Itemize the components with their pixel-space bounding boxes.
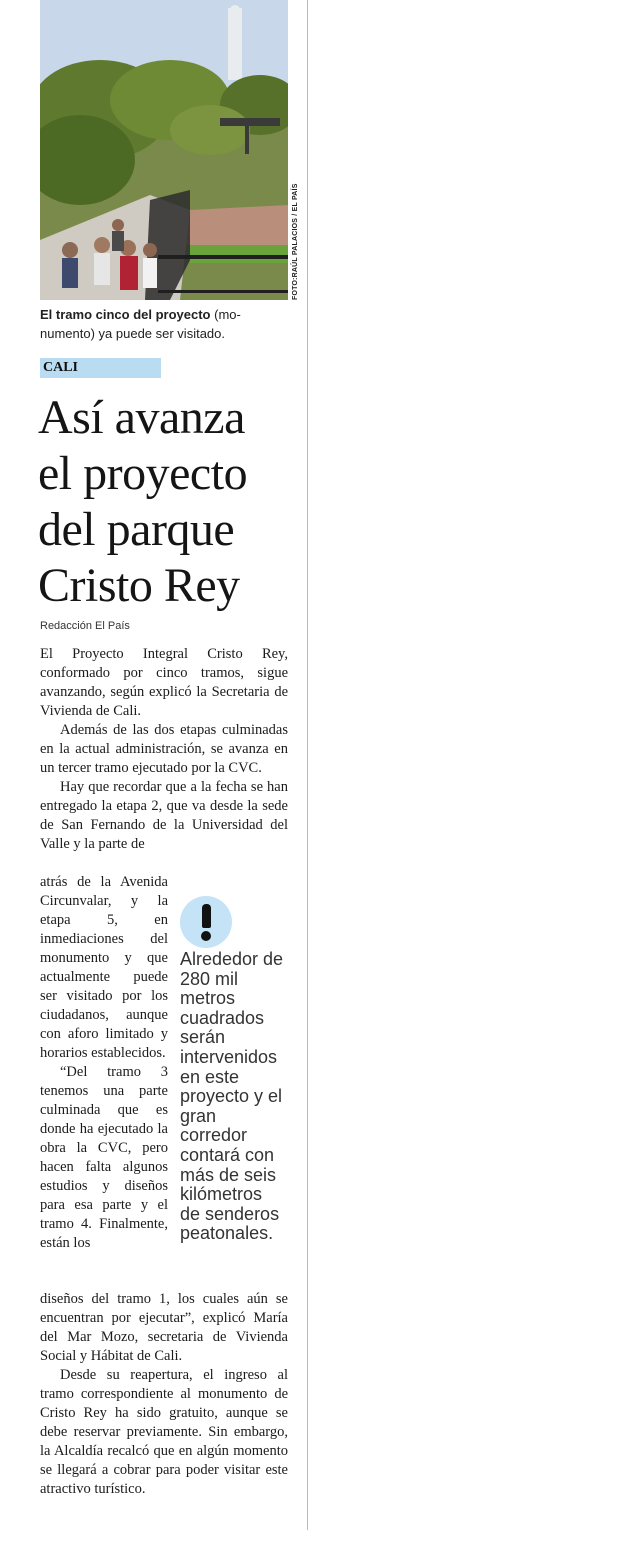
park-photo-illustration bbox=[40, 0, 288, 300]
article-photo bbox=[40, 0, 288, 300]
paragraph: diseños del tramo 1, los cuales aún se encuentran por ejecutar”, explicó María del Mar Mozo, secretaria de Vivienda Social y Hábitat de Cali. bbox=[40, 1291, 288, 1364]
article-body-bottom bbox=[40, 1290, 288, 1499]
paragraph: Además de las dos etapas culminadas en la actual administración, se avanza en un tercer tramo ejecutado por la CVC. bbox=[40, 722, 288, 776]
caption-rest: (mo- bbox=[210, 307, 241, 322]
headline-line: Cristo Rey bbox=[38, 559, 240, 612]
section-label: CALI bbox=[40, 358, 161, 378]
headline-line: el proyecto bbox=[38, 447, 248, 500]
paragraph: Desde su reapertura, el ingreso al tramo correspondiente al monumento de Cristo Rey ha sido gratuito, aunque se debe reservar previamente. Sin embargo, la Alcaldía recalcó que en algún momento se llegará a cobrar para poder visitar este atractivo turístico. bbox=[40, 1367, 288, 1497]
article-body-top bbox=[40, 645, 288, 854]
caption-bold: El tramo cinco del proyecto bbox=[40, 307, 211, 322]
photo-credit: FOTO:RAÚL PALACIOS / EL PAÍS bbox=[292, 183, 299, 300]
paragraph: atrás de la Avenida Circunvalar, y la etapa 5, en inmediaciones del monumento y que actualmente puede ser visitado por los ciudadanos, aunque con aforo limitado y horarios establecidos. bbox=[40, 874, 168, 1061]
byline: Redacción El País bbox=[40, 620, 130, 632]
callout-text: Alrededor de 280 mil metros cuadrados serán intervenidos en este proyecto y el gran corredor contará con más de seis kilómetros de senderos peatonales. bbox=[180, 949, 284, 1244]
headline-line: Así avanza bbox=[38, 391, 245, 444]
paragraph: “Del tramo 3 tenemos una parte culminada que es donde ha ejecutado la obra la CVC, pero hacen falta algunos estudios y diseños para esa parte y el tramo 4. Finalmente, están los bbox=[40, 1064, 168, 1251]
column-divider bbox=[307, 0, 308, 1530]
photo-caption bbox=[40, 305, 290, 343]
article-body-narrow bbox=[40, 873, 168, 1253]
exclamation-icon bbox=[180, 896, 232, 948]
headline bbox=[38, 390, 308, 614]
caption-line2: numento) ya puede ser visitado. bbox=[40, 326, 225, 341]
headline-line: del parque bbox=[38, 503, 235, 556]
paragraph: Hay que recordar que a la fecha se han entregado la etapa 2, que va desde la sede de San Fernando de la Universidad del Valle y la parte de bbox=[40, 779, 288, 852]
paragraph: El Proyecto Integral Cristo Rey, conformado por cinco tramos, sigue avanzando, según explicó la Secretaria de Vivienda de Cali. bbox=[40, 646, 288, 719]
